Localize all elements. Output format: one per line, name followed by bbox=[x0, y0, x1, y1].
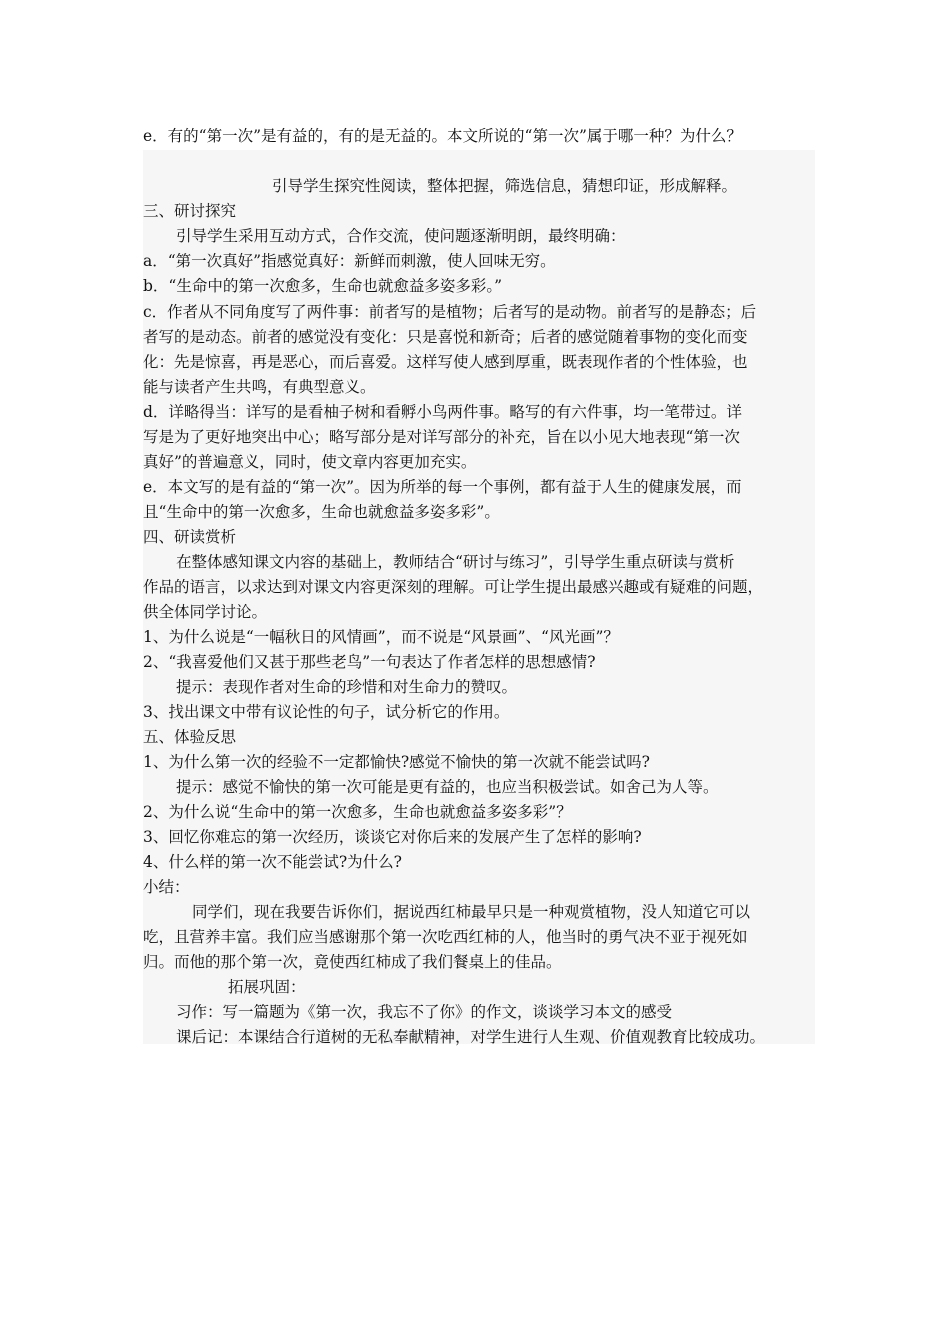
question-e-line: e．有的“第一次”是有益的，有的是无益的。本文所说的“第一次”属于哪一种？为什么？ bbox=[143, 127, 742, 145]
answer-a-line: a．“第一次真好”指感觉真好：新鲜而刺激，使人回味无穷。 bbox=[143, 252, 556, 270]
paragraph-line: 在整体感知课文内容的基础上，教师结合“研讨与练习”，引导学生重点研读与赏析 bbox=[176, 553, 735, 571]
question-2-line: 2、“我喜爱他们又甚于那些老鸟”一句表达了作者怎样的思想感情? bbox=[143, 653, 596, 671]
postscript-line: 课后记：本课结合行道树的无私奉献精神，对学生进行人生观、价值观教育比较成功。 bbox=[176, 1028, 766, 1046]
guidance-line: 引导学生探究性阅读，整体把握，筛选信息，猜想印证，形成解释。 bbox=[272, 177, 738, 195]
paragraph-line: 引导学生采用互动方式，合作交流，使问题逐渐明朗，最终明确： bbox=[176, 227, 626, 245]
answer-d-line-2: 写是为了更好地突出中心；略写部分是对详写部分的补充，旨在以小见大地表现“第一次 bbox=[143, 428, 740, 446]
question-1-line: 1、为什么说是“一幅秋日的风情画”，而不说是“风景画”、“风光画”？ bbox=[143, 628, 619, 646]
answer-c-line-2: 者写的是动态。前者的感觉没有变化：只是喜悦和新奇；后者的感觉随着事物的变化而变 bbox=[143, 328, 748, 346]
reflection-1-line: 1、为什么第一次的经验不一定都愉快?感觉不愉快的第一次就不能尝试吗? bbox=[143, 753, 650, 771]
question-3-line: 3、找出课文中带有议论性的句子，试分析它的作用。 bbox=[143, 703, 510, 721]
answer-b-line: b．“生命中的第一次愈多，生命也就愈益多姿多彩。” bbox=[143, 277, 503, 295]
answer-c-line-3: 化：先是惊喜，再是恶心，而后喜爱。这样写使人感到厚重，既表现作者的个性体验，也 bbox=[143, 353, 748, 371]
section-heading-5: 五、体验反思 bbox=[143, 728, 237, 746]
summary-line-3: 归。而他的那个第一次，竟使西红柿成了我们餐桌上的佳品。 bbox=[143, 953, 562, 971]
hint-line: 提示：表现作者对生命的珍惜和对生命力的赞叹。 bbox=[176, 678, 518, 696]
paragraph-line: 作品的语言，以求达到对课文内容更深刻的理解。可让学生提出最感兴趣或有疑难的问题， bbox=[143, 578, 764, 596]
answer-c-line-4: 能与读者产生共鸣，有典型意义。 bbox=[143, 378, 376, 396]
assignment-line: 习作：写一篇题为《第一次，我忘不了你》的作文，谈谈学习本文的感受 bbox=[176, 1003, 673, 1021]
section-heading-3: 三、研讨探究 bbox=[143, 202, 237, 220]
answer-c-line-1: c．作者从不同角度写了两件事：前者写的是植物；后者写的是动物。前者写的是静态；后 bbox=[143, 303, 757, 321]
reflection-3-line: 3、回忆你难忘的第一次经历，谈谈它对你后来的发展产生了怎样的影响? bbox=[143, 828, 642, 846]
reflection-4-line: 4、什么样的第一次不能尝试?为什么? bbox=[143, 853, 402, 871]
summary-heading: 小结： bbox=[143, 878, 190, 896]
paragraph-line: 供全体同学讨论。 bbox=[143, 603, 268, 621]
answer-e-line-2: 且“生命中的第一次愈多，生命也就愈益多姿多彩”。 bbox=[143, 503, 500, 521]
hint-line: 提示：感觉不愉快的第一次可能是更有益的，也应当积极尝试。如舍己为人等。 bbox=[176, 778, 719, 796]
answer-d-line-3: 真好”的普遍意义，同时，使文章内容更加充实。 bbox=[143, 453, 477, 471]
summary-line-2: 吃，且营养丰富。我们应当感谢那个第一次吃西红柿的人，他当时的勇气决不亚于视死如 bbox=[143, 928, 748, 946]
extension-heading: 拓展巩固： bbox=[228, 978, 306, 996]
section-heading-4: 四、研读赏析 bbox=[143, 528, 237, 546]
answer-e-line-1: e．本文写的是有益的“第一次”。因为所举的每一个事例，都有益于人生的健康发展，而 bbox=[143, 478, 742, 496]
answer-d-line-1: d．详略得当：详写的是看柚子树和看孵小鸟两件事。略写的有六件事，均一笔带过。详 bbox=[143, 403, 742, 421]
reflection-2-line: 2、为什么说“生命中的第一次愈多，生命也就愈益多姿多彩”？ bbox=[143, 803, 572, 821]
summary-line-1: 同学们，现在我要告诉你们，据说西红柿最早只是一种观赏植物，没人知道它可以 bbox=[192, 903, 751, 921]
